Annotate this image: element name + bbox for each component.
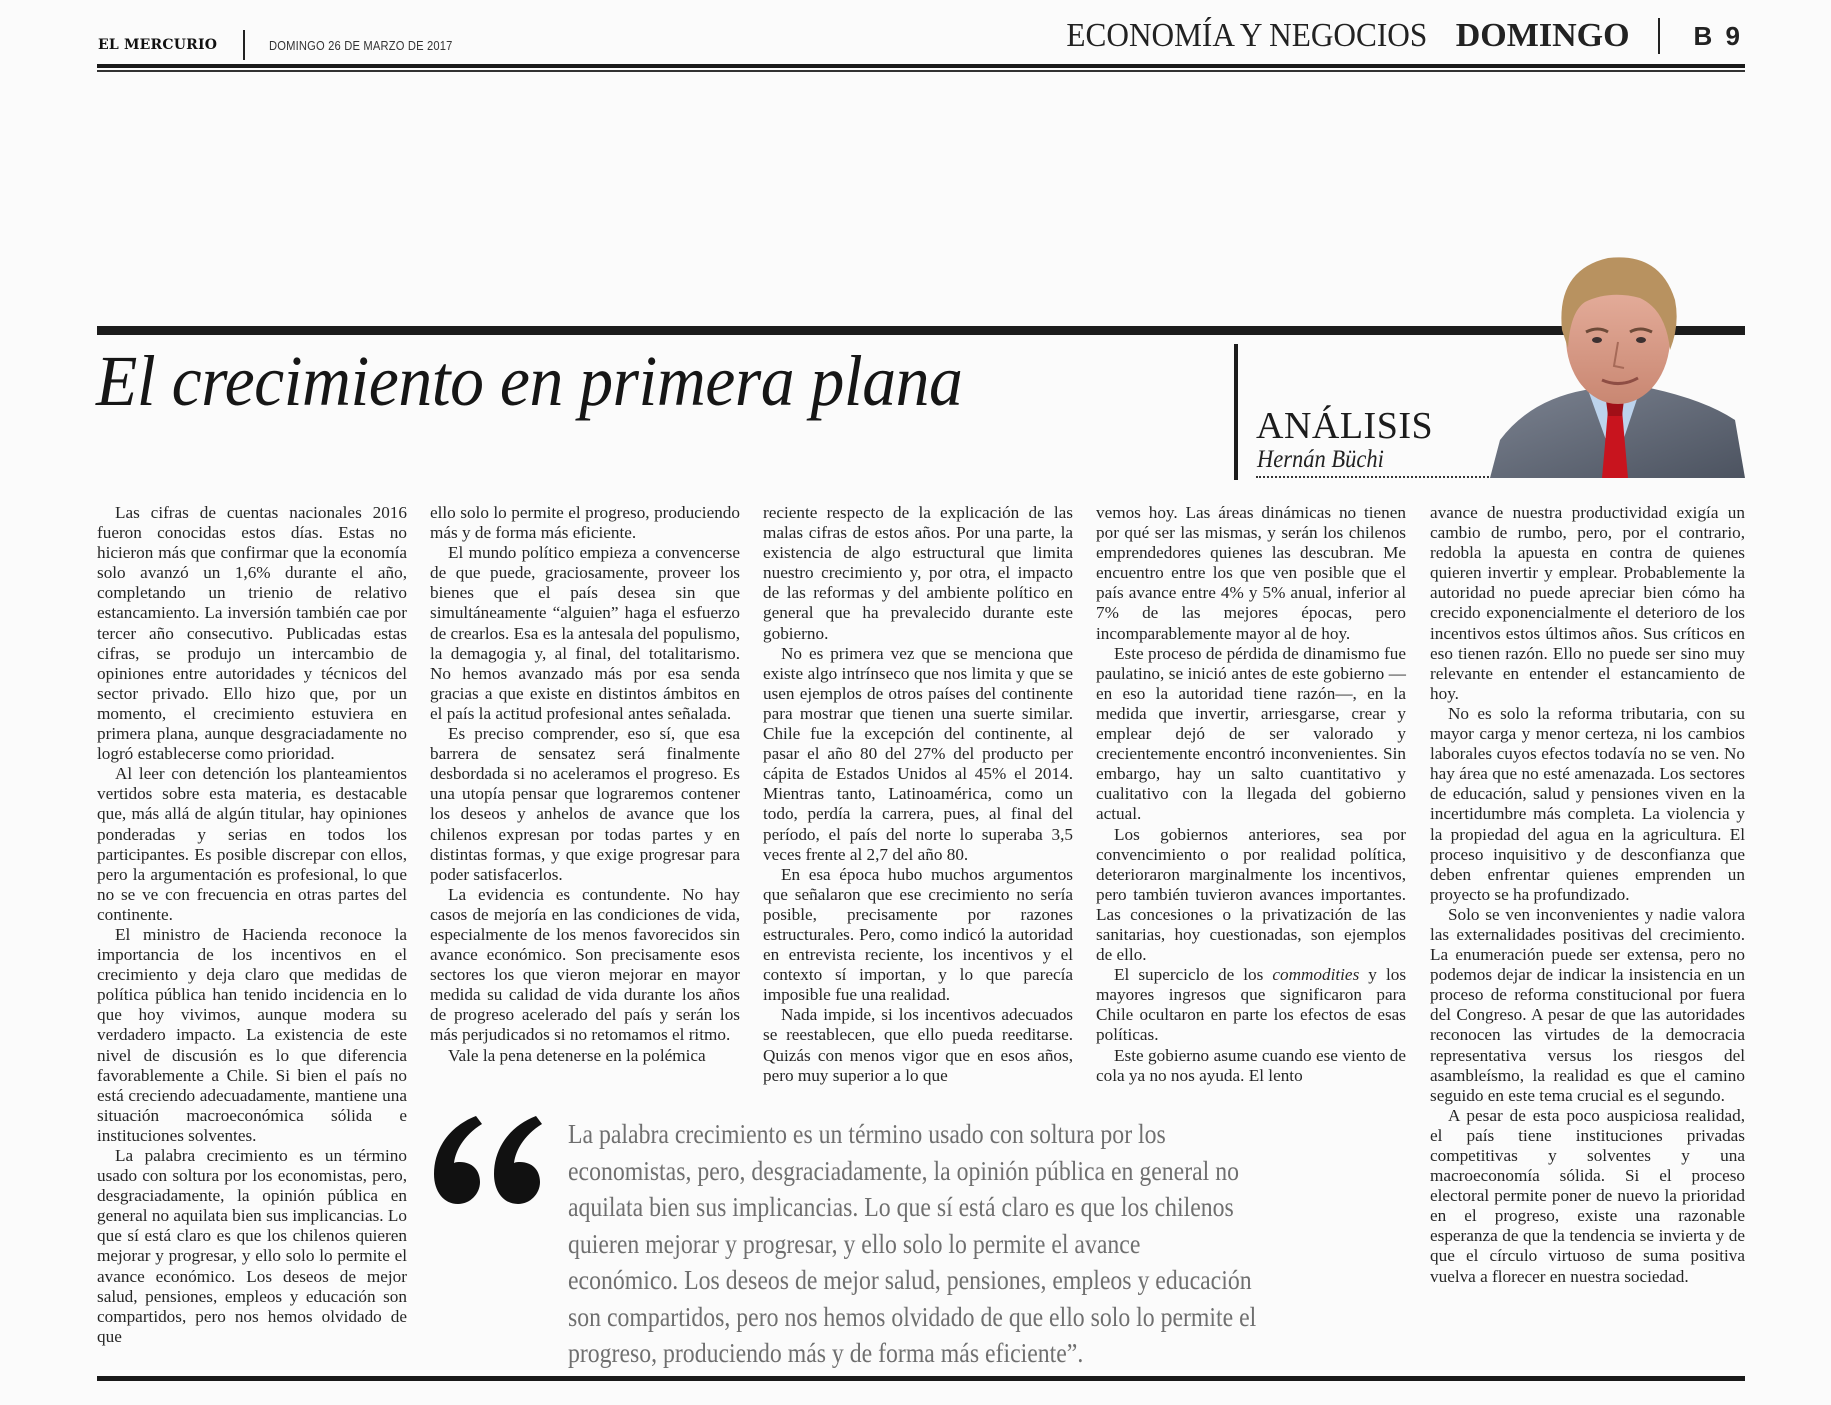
author-portrait bbox=[1490, 250, 1745, 478]
quote-mark-icon bbox=[430, 1112, 545, 1207]
header-divider bbox=[243, 30, 245, 60]
paragraph: Al leer con detención los planteamientos vertidos sobre esta materia, es destacable que, más allá de algún titular, hay opiniones ponderadas y serias en todos los participantes. Es posible discrepar con ellos, pero la argumentación es profesional, lo que no se ve con frecuencia en otras partes del continente. bbox=[97, 764, 407, 924]
byline-divider bbox=[1234, 344, 1238, 480]
header-rule-thin bbox=[97, 70, 1745, 72]
italic-term: commodities bbox=[1272, 965, 1360, 985]
kicker-label: ANÁLISIS bbox=[1256, 405, 1434, 447]
pull-quote-line: aquilata bien sus implicancias. Lo que sí está claro es que los chilenos bbox=[568, 1192, 1234, 1222]
article-column-4 bbox=[1096, 503, 1406, 1086]
masthead-right bbox=[1035, 14, 1743, 58]
paragraph: ello solo lo permite el progreso, produciendo más y de forma más eficiente. bbox=[430, 503, 740, 543]
article-column-1 bbox=[97, 503, 407, 1347]
pull-quote bbox=[568, 1116, 1418, 1372]
pull-quote-line: son compartidos, pero nos hemos olvidado de que ello solo lo permite el bbox=[568, 1301, 1257, 1332]
paragraph: Es preciso comprender, eso sí, que esa barrera de sensatez será finalmente desbordada si no aceleramos el progreso. Es una utopía pensar que lograremos contener los deseos y anhelos de avance que los chilenos expresan por todas partes y en distintas formas, y que exige progresar para poder satisfacerlos. bbox=[430, 724, 740, 884]
paragraph: El mundo político empieza a convencerse de que puede, graciosamente, proveer los bienes que el país desea sin que simultáneamente “alguien” haga el esfuerzo de crearlos. Esa es la antesala del populismo, la demagogia y, al final, del totalitarismo. No hemos avanzado más por esa senda gracias a que existe en distintos ámbitos en el país la actitud profesional antes señalada. bbox=[430, 543, 740, 723]
pull-quote-line: quieren mejorar y progresar, y ello solo lo permite el avance bbox=[568, 1228, 1141, 1259]
paragraph: En esa época hubo muchos argumentos que señalaron que ese crecimiento no sería posible, precisamente por razones estructurales. Pero, como indicó la autoridad en entrevista reciente, los incentivos y el contexto sí importan, y lo que parecía imposible fue una realidad. bbox=[763, 864, 1073, 1005]
paragraph: La palabra crecimiento es un término usado con soltura por los economistas, pero, desgraciadamente, la opinión pública en general no aquilata bien sus implicancias. Lo que sí está claro es que los chilenos quieren mejorar y progresar, y ello solo lo permite el avance económico. Los deseos de mejor salud, pensiones, empleos y educación son compartidos, pero nos hemos olvidado de que bbox=[97, 1146, 407, 1346]
newspaper-name: EL MERCURIO bbox=[98, 37, 218, 53]
day-name: DOMINGO bbox=[1455, 17, 1630, 54]
paragraph: No es solo la reforma tributaria, con su mayor carga y menor certeza, ni los cambios laborales cuyos efectos todavía no se ven. No hay área que no esté amenazada. Los sectores de educación, salud y pensiones viven en la incertidumbre más completa. La violencia y la propiedad del agua en la agricultura. El proceso inquisitivo y de desconfianza que deben enfrentar quienes emprenden un proyecto se ha profundizado. bbox=[1430, 703, 1745, 904]
paragraph: avance de nuestra productividad exigía un cambio de rumbo, pero, por el contrario, redobla la apuesta en contra de quienes quieren invertir y emplear. Probablemente la autoridad no puede apreciar bien cómo ha crecido exponencialmente el deterioro de los incentivos estos últimos años. Sus críticos en eso tienen razón. Ello no puede ser sino muy relevante en entender el estancamiento de hoy. bbox=[1430, 503, 1745, 703]
dotted-rule bbox=[1256, 476, 1496, 478]
header-divider bbox=[1658, 18, 1660, 54]
issue-date: DOMINGO 26 DE MARZO DE 2017 bbox=[269, 37, 453, 53]
pull-quote-line: economistas, pero, desgraciadamente, la opinión pública en general no bbox=[568, 1155, 1239, 1186]
paragraph: reciente respecto de la explicación de las malas cifras de estos años. Por una parte, la existencia de algo estructural que limita nuestro crecimiento y, por otra, el impacto de las reformas y del ambiente político en general que ha prevalecido durante este gobierno. bbox=[763, 503, 1073, 643]
paragraph: Las cifras de cuentas nacionales 2016 fueron conocidas estos días. Estas no hicieron más que confirmar que la economía solo avanzó un 1,6% durante el año, completando un trienio de relativo estancamiento. La inversión también cae por tercer año consecutivo. Publicadas estas cifras, se produjo un intercambio de opiniones entre autoridades y técnicos del sector privado. Ello hizo que, por un momento, el crecimiento estuviera en primera plana, aunque desgraciadamente no logró establecerse como prioridad. bbox=[97, 503, 407, 764]
section-name: ECONOMÍA Y NEGOCIOS bbox=[1066, 17, 1428, 54]
page-number: B 9 bbox=[1693, 20, 1743, 51]
paragraph: Los gobiernos anteriores, sea por convencimiento o por realidad política, deterioraron marginalmente los incentivos, pero también tuvieron avances importantes. Las concesiones o la privatización de las sanitarias, hoy cuestionadas, son ejemplos de ello. bbox=[1096, 824, 1406, 965]
header-rule bbox=[97, 64, 1745, 68]
paragraph: El superciclo de los commodities y los mayores ingresos que significaron para Chile ocultaron en parte los efectos de esas políticas. bbox=[1096, 965, 1407, 1045]
paragraph: No es primera vez que se menciona que existe algo intrínseco que nos limita y que se usen ejemplos de otros países del continente para mostrar que tienen una suerte similar. Chile fue la excepción del continente, al pasar el año 80 del 27% del producto per cápita de Estados Unidos al 45% el 2014. Mientras tanto, Latinoamérica, como un todo, perdía la carrera, pues, al final del período, el país del norte lo superaba 3,5 veces frente al 2,7 del año 80. bbox=[763, 643, 1073, 864]
pull-quote-line: progreso, produciendo más y de forma más eficiente”. bbox=[568, 1338, 1084, 1368]
paragraph: Este proceso de pérdida de dinamismo fue paulatino, se inició antes de este gobierno —en eso la autoridad tiene razón—, en la medida que invertir, arriesgarse, crear y emplear dejó de ser valorado y crecientemente encontró inconvenientes. Sin embargo, hay un salto cuantitativo y cualitativo con la llegada del gobierno actual. bbox=[1096, 643, 1406, 824]
paragraph: Este gobierno asume cuando ese viento de cola ya no nos ayuda. El lento bbox=[1096, 1045, 1406, 1085]
paragraph: Nada impide, si los incentivos adecuados se reestablecen, que ello pueda reeditarse. Quizás con menos vigor que en esos años, pero muy superior a lo que bbox=[763, 1005, 1073, 1085]
article-column-2 bbox=[430, 503, 740, 1066]
pull-quote-line: económico. Los deseos de mejor salud, pensiones, empleos y educación bbox=[568, 1265, 1252, 1295]
bottom-rule bbox=[97, 1376, 1745, 1381]
paragraph: vemos hoy. Las áreas dinámicas no tienen por qué ser las mismas, y serán los chilenos emprendedores quienes las descubran. Me encuentro entre los que ven posible que el país avance entre 4% y 5% anual, inferior al 7% de las mejores épocas, pero incomparablemente mayor al de hoy. bbox=[1096, 503, 1406, 643]
paragraph: A pesar de esta poco auspiciosa realidad, el país tiene instituciones privadas competitivas y solventes y una macroeconomía sólida. Si el proceso electoral permite poner de nuevo la prioridad en el progreso, existe una razonable esperanza de que la tendencia se invierta y de que el círculo virtuoso de suma positiva vuelva a florecer en nuestra sociedad. bbox=[1430, 1105, 1745, 1286]
author-name: Hernán Büchi bbox=[1257, 446, 1384, 473]
paragraph: El ministro de Hacienda reconoce la importancia de los incentivos en el crecimiento y deja claro que medidas de política pública han tenido incidencia en lo que hoy vivimos, aunque modera su verdadero impacto. La existencia de este nivel de discusión es lo que diferencia favorablemente a Chile. Si bien el país no está creciendo adecuadamente, mantiene una situación macroeconómica sólida e instituciones solventes. bbox=[97, 924, 407, 1145]
paragraph: Vale la pena detenerse en la polémica bbox=[448, 1045, 706, 1065]
paragraph: La evidencia es contundente. No hay casos de mejoría en las condiciones de vida, especialmente de los menos favorecidos sin avance económico. Son precisamente esos sectores los que vieron mejorar en mayor medida su calidad de vida durante los años de progreso acelerado del país y serán los más perjudicados si no retomamos el ritmo. bbox=[430, 884, 740, 1045]
pull-quote-line: La palabra crecimiento es un término usado con soltura por los bbox=[568, 1119, 1166, 1149]
masthead-left bbox=[98, 30, 483, 60]
paragraph: Solo se ven inconvenientes y nadie valora las externalidades positivas del crecimiento. La enumeración puede ser extensa, pero no podemos dejar de indicar la insistencia en un proceso de reforma constitucional por fuera del Congreso. A pesar de que las autoridades reconocen las virtudes de la democracia representativa versus los riesgos del asambleísmo, la realidad es que el camino seguido en este tema crucial es el segundo. bbox=[1430, 904, 1745, 1105]
article-column-5 bbox=[1430, 503, 1745, 1287]
headline: El crecimiento en primera plana bbox=[96, 341, 963, 421]
article-column-3 bbox=[763, 503, 1073, 1086]
